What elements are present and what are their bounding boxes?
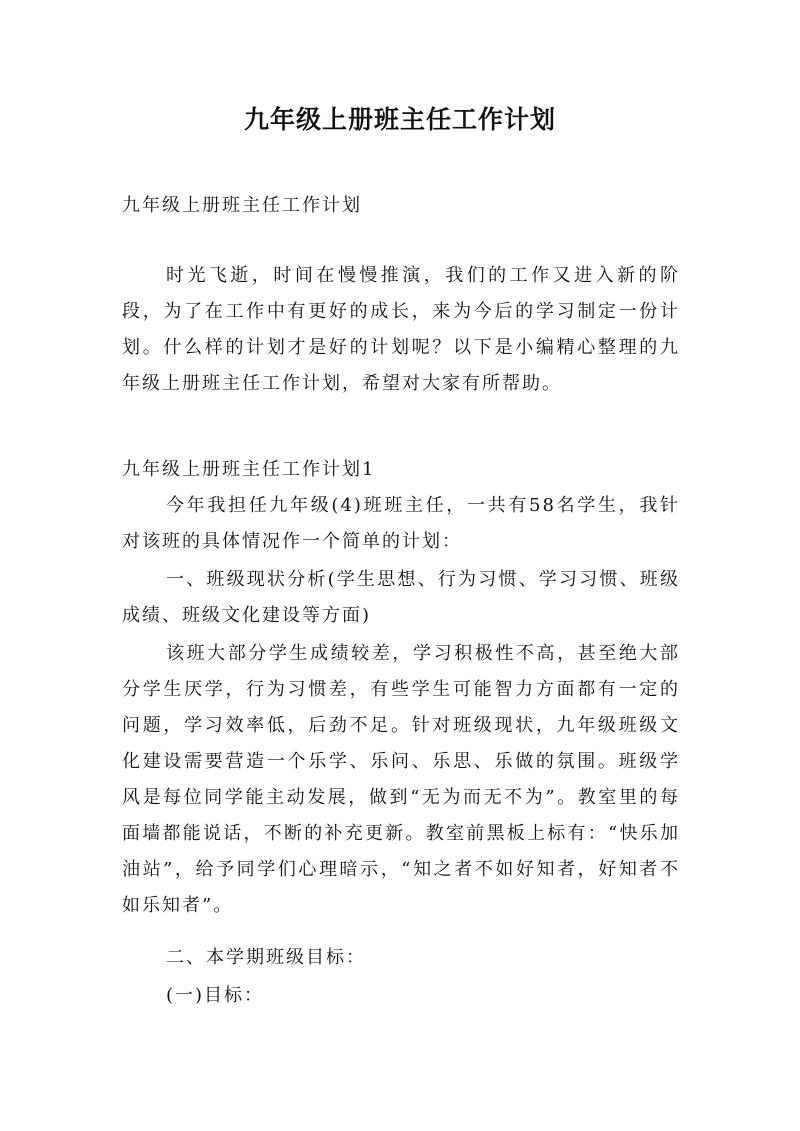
document-subtitle: 九年级上册班主任工作计划 <box>122 195 362 216</box>
paragraph: 二、本学期班级目标： <box>166 947 366 968</box>
paragraph: (一)目标： <box>166 985 265 1006</box>
intro-paragraph: 时光飞逝，时间在慢慢推演，我们的工作又进入新的阶段，为了在工作中有更好的成长，来为今后的学习制定一份计划。什么样的计划才是好的计划呢？以下是小编精心整理的九年级上册班主任工作计划，希望对大家有所帮助。 <box>122 265 680 394</box>
paragraph: 一、班级现状分析(学生思想、行为习惯、学习习惯、班级成绩、班级文化建设等方面) <box>122 569 680 626</box>
paragraph: 该班大部分学生成绩较差，学习积极性不高，甚至绝大部分学生厌学，行为习惯差，有些学生可能智力方面都有一定的问题，学习效率低，后劲不足。针对班级现状，九年级班级文化建设需要营造一个乐学、乐问、乐思、乐做的氛围。班级学风是每位同学能主动发展，做到“无为而无不为”。教室里的每面墙都能说话，不断的补充更新。教室前黑板上标有：“快乐加油站”，给予同学们心理暗示，“知之者不如好知者，好知者不如乐知者”。 <box>122 643 680 916</box>
section-heading: 九年级上册班主任工作计划1 <box>122 459 376 480</box>
document-title: 九年级上册班主任工作计划 <box>243 105 556 134</box>
paragraph: 今年我担任九年级(4)班班主任，一共有58名学生，我针对该班的具体情况作一个简单的计划： <box>122 495 680 552</box>
